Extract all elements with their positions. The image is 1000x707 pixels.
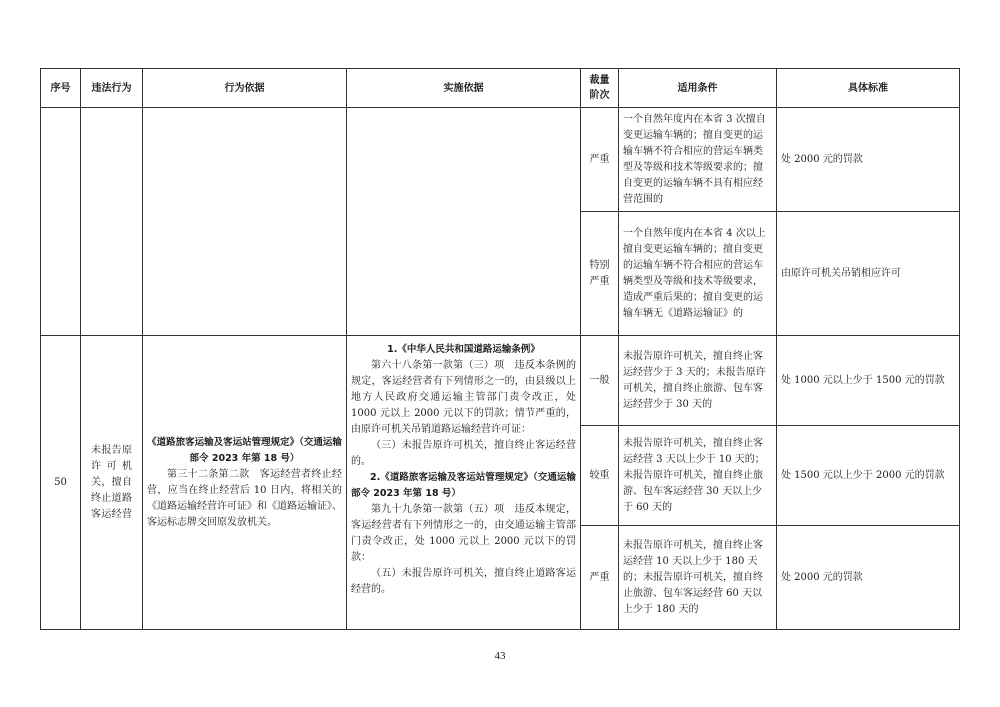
row50-impl-text-2: 第九十九条第一款第（五）项 违反本规定，客运经营者有下列情形之一的，由交通运输主管部门责令改正，处 1000 元以上 2000 元以下的罚款：	[351, 504, 576, 563]
header-basis: 行为依据	[143, 69, 347, 108]
header-violation: 违法行为	[81, 69, 143, 108]
row50-violation-text: 未报告原许可机关，擅自终止道路客运经营	[91, 444, 132, 520]
row50-impl-title-1: 1.《中华人民共和国道路运输条例》	[387, 344, 540, 355]
page-number: 43	[494, 650, 506, 662]
standard-cell: 处 1500 元以上少于 2000 元的罚款	[777, 426, 960, 526]
table-header-row	[41, 69, 960, 108]
row50-impl-item-2: （五）未报告原许可机关，擅自终止道路客运经营的。	[351, 568, 576, 595]
row49-basis-cell	[143, 108, 347, 336]
row49-violation-cell	[81, 108, 143, 336]
level-cell: 较重	[581, 426, 619, 526]
table-row	[41, 108, 960, 212]
header-applicable-conditions: 适用条件	[619, 69, 777, 108]
row49-seq-cell	[41, 108, 81, 336]
standard-cell: 处 1000 元以上少于 1500 元的罚款	[777, 336, 960, 426]
condition-cell: 一个自然年度内在本省 3 次擅自变更运输车辆的；擅自变更的运输车辆不符合相应的营运车辆类型及等级和技术等级要求的；擅自变更的运输车辆不具有相应经营范围的	[619, 108, 777, 212]
header-specific-standard: 具体标准	[777, 69, 960, 108]
standard-cell: 处 2000 元的罚款	[777, 526, 960, 630]
row50-impl-title-2: 2.《道路旅客运输及客运站管理规定》（交通运输部令 2023 年第 18 号）	[351, 472, 576, 499]
row50-impl-text-1: 第六十八条第一款第（三）项 违反本条例的规定，客运经营者有下列情形之一的，由县级以上地方人民政府交通运输主管部门责令改正，处 1000 元以上 2000 元以下的罚款；情节严重的，由原许可机关吊销道路运输经营许可证：	[351, 360, 576, 435]
row50-impl	[347, 336, 581, 630]
table-row	[41, 336, 960, 426]
condition-cell: 未报告原许可机关，擅自终止客运经营 10 天以上少于 180 天的；未报告原许可机关，擅自终止旅游、包车客运经营 60 天以上少于 180 天的	[619, 526, 777, 630]
condition-cell: 未报告原许可机关，擅自终止客运经营 3 天以上少于 10 天的；未报告原许可机关，擅自终止旅游、包车客运经营 30 天以上少于 60 天的	[619, 426, 777, 526]
level-cell: 严重	[581, 526, 619, 630]
level-cell: 严重	[581, 108, 619, 212]
header-seq: 序号	[41, 69, 81, 108]
row50-violation	[81, 336, 143, 630]
penalty-standard-table	[40, 68, 960, 630]
header-implementation-basis: 实施依据	[347, 69, 581, 108]
standard-cell: 处 2000 元的罚款	[777, 108, 960, 212]
standard-cell: 由原许可机关吊销相应许可	[777, 212, 960, 336]
level-cell: 特别 严重	[581, 212, 619, 336]
row50-impl-item-1: （三）未报告原许可机关，擅自终止客运经营的。	[351, 440, 576, 467]
row50-basis-text: 第三十二条第二款 客运经营者终止经营，应当在终止经营后 10 日内，将相关的《道路运输经营许可证》和《道路运输证》、客运标志牌交回原发放机关。	[147, 468, 342, 528]
row49-impl-cell	[347, 108, 581, 336]
row50-seq: 50	[41, 336, 81, 630]
row50-basis-title: 《道路旅客运输及客运站管理规定》（交通运输部令 2023 年第 18 号）	[147, 436, 342, 464]
header-discretion-level: 裁量 阶次	[581, 69, 619, 108]
row50-basis	[143, 336, 347, 630]
level-cell: 一般	[581, 336, 619, 426]
condition-cell: 未报告原许可机关，擅自终止客运经营少于 3 天的；未报告原许可机关，擅自终止旅游、包车客运经营少于 30 天的	[619, 336, 777, 426]
condition-cell: 一个自然年度内在本省 4 次以上擅自变更运输车辆的；擅自变更的运输车辆不符合相应的营运车辆类型及等级和技术等级要求，造成严重后果的；擅自变更的运输车辆无《道路运输证》的	[619, 212, 777, 336]
